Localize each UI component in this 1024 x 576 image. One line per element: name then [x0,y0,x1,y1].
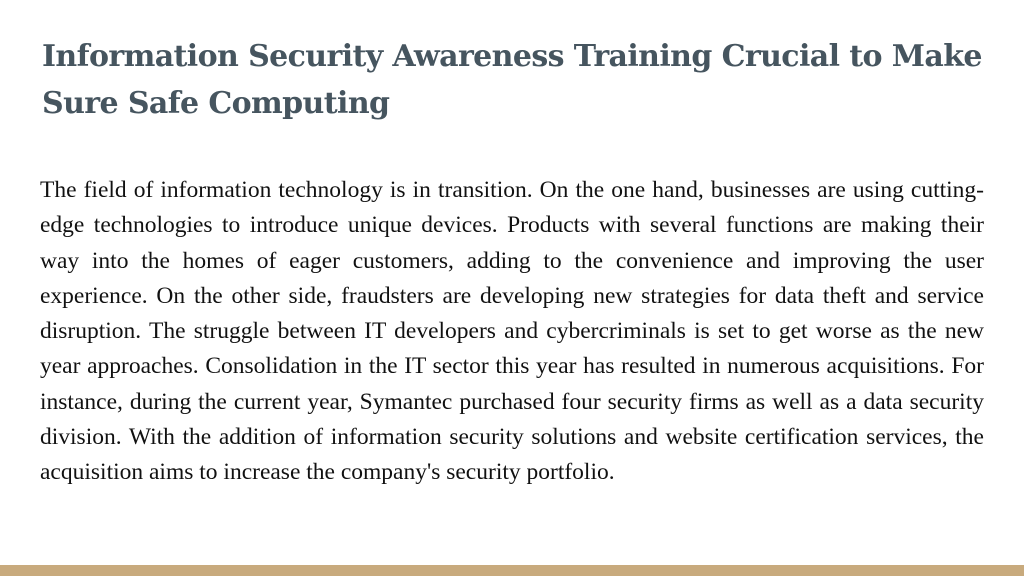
slide-title: Information Security Awareness Training Crucial to Make Sure Safe Computing [42,39,982,121]
bottom-accent-bar [0,565,1024,576]
slide-body-text: The field of information technology is in transition. On the one hand, businesses are using cutting-edge technologies to introduce unique devices. Products with several functions are making their way into the homes of eager customers, adding to the convenience and improving the user experience. On the other side, fraudsters are developing new strategies for data theft and service disruption. The struggle between IT developers and cybercriminals is set to get worse as the new year approaches. Consolidation in the IT sector this year has resulted in numerous acquisitions. For instance, during the current year, Symantec purchased four security firms as well as a data security division. With the addition of information security solutions and website certification services, the acquisition aims to increase the company's security portfolio. [40,177,984,486]
